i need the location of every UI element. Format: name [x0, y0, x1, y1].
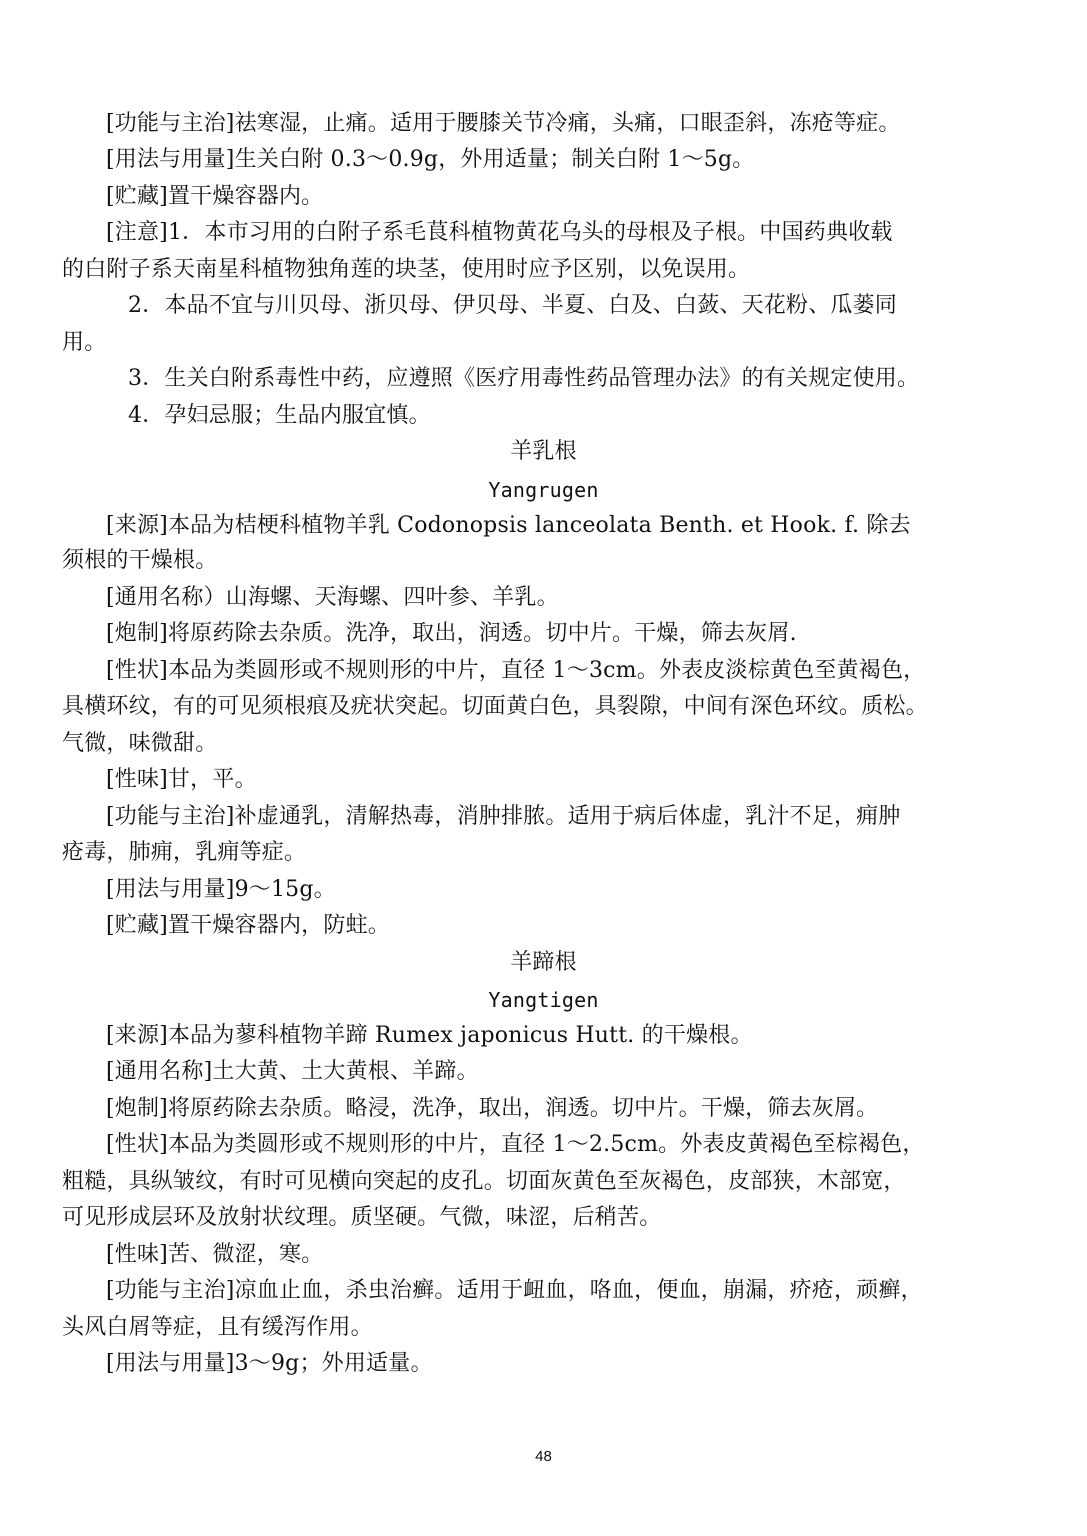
- character-line: 粗糙，具纵皱纹，有时可见横向突起的皮孔。切面灰黄色至灰褐色，皮部狭，木部宽，: [62, 1169, 906, 1194]
- function-line: 疮毒，肺痈，乳痈等症。: [62, 840, 307, 865]
- usage-line: [用法与用量]生关白附 0.3～0.9g，外用适量；制关白附 1～5g。: [106, 147, 755, 172]
- processing-line: [炮制]将原药除去杂质。洗净，取出，润透。切中片。干燥，筛去灰屑.: [106, 621, 797, 646]
- note-line: 的白附子系天南星科植物独角莲的块茎，使用时应予区别，以免误用。: [62, 257, 751, 282]
- note-line: 用。: [62, 330, 107, 355]
- function-line: [功能与主治]祛寒湿，止痛。适用于腰膝关节冷痛，头痛，口眼歪斜，冻疮等症。: [106, 111, 901, 136]
- entry-title: 羊蹄根: [510, 950, 577, 975]
- function-line: [功能与主治]凉血止血，杀虫治癣。适用于衄血，咯血，便血，崩漏，疥疮，顽癣，: [106, 1278, 923, 1303]
- note-line: 2．本品不宜与川贝母、浙贝母、伊贝母、半夏、白及、白蔹、天花粉、瓜蒌同: [128, 293, 897, 318]
- character-line: 具横环纹，有的可见须根痕及疣状突起。切面黄白色，具裂隙，中间有深色环纹。质松。: [62, 694, 928, 719]
- source-line: 须根的干燥根。: [62, 548, 218, 573]
- note-line: [注意]1．本市习用的白附子系毛茛科植物黄花乌头的母根及子根。中国药典收载: [106, 220, 893, 245]
- page-number: 48: [535, 1448, 552, 1465]
- usage-line: [用法与用量]9～15g。: [106, 877, 336, 902]
- note-line: 4．孕妇忌服；生品内服宜慎。: [128, 403, 431, 428]
- source-line: [来源]本品为桔梗科植物羊乳 Codonopsis lanceolata Benth. et Hook. f. 除去: [106, 513, 911, 538]
- function-line: 头风白屑等症，且有缓泻作用。: [62, 1315, 373, 1340]
- common-names-line: [通用名称]土大黄、土大黄根、羊蹄。: [106, 1059, 479, 1084]
- storage-line: [贮藏]置干燥容器内。: [106, 184, 324, 209]
- entry-pinyin: Yangtigen: [488, 988, 599, 1012]
- storage-line: [贮藏]置干燥容器内，防蛀。: [106, 913, 390, 938]
- character-line: 可见形成层环及放射状纹理。质坚硬。气微，味涩，后稍苦。: [62, 1205, 662, 1230]
- usage-line: [用法与用量]3～9g；外用适量。: [106, 1351, 433, 1376]
- processing-line: [炮制]将原药除去杂质。略浸，洗净，取出，润透。切中片。干燥，筛去灰屑。: [106, 1096, 879, 1121]
- taste-line: [性味]甘，平。: [106, 767, 257, 792]
- character-line: [性状]本品为类圆形或不规则形的中片，直径 1～2.5cm。外表皮黄褐色至棕褐色，: [106, 1132, 925, 1157]
- note-line: 3．生关白附系毒性中药，应遵照《医疗用毒性药品管理办法》的有关规定使用。: [128, 366, 920, 391]
- source-line: [来源]本品为蓼科植物羊蹄 Rumex japonicus Hutt. 的干燥根。: [106, 1023, 753, 1048]
- entry-title: 羊乳根: [510, 439, 577, 464]
- taste-line: [性味]苦、微涩，寒。: [106, 1242, 324, 1267]
- character-line: 气微，味微甜。: [62, 731, 218, 756]
- common-names-line: [通用名称）山海螺、天海螺、四叶参、羊乳。: [106, 585, 559, 610]
- function-line: [功能与主治]补虚通乳，清解热毒，消肿排脓。适用于病后体虚，乳汁不足，痈肿: [106, 804, 901, 829]
- character-line: [性状]本品为类圆形或不规则形的中片，直径 1～3cm。外表皮淡棕黄色至黄褐色，: [106, 658, 926, 683]
- entry-pinyin: Yangrugen: [488, 478, 599, 502]
